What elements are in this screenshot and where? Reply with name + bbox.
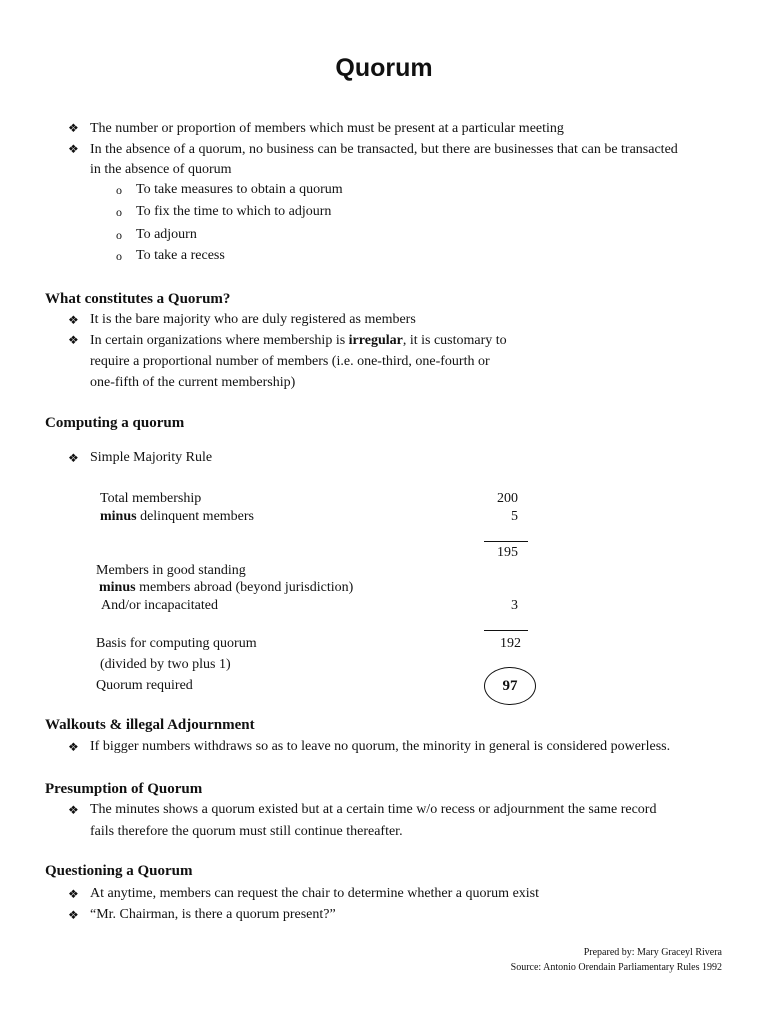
constitutes-line-2: [90, 334, 507, 348]
intro-sub-item-1: To take measures to obtain a quorum: [136, 182, 343, 197]
incapacitated-label: And/or incapacitated: [101, 598, 219, 613]
presumption-line-2: fails therefore the quorum must still continue thereafter.: [90, 824, 403, 839]
circle-bullet-icon: o: [116, 249, 122, 263]
rule-name: Simple Majority Rule: [90, 450, 213, 465]
circle-bullet-icon: o: [116, 228, 122, 242]
diamond-bullet-icon: ❖: [68, 313, 79, 327]
presumption-line-1: The minutes shows a quorum existed but at a certain time w/o recess or adjournment the same record: [90, 802, 657, 817]
subtotal-rule: [484, 541, 528, 542]
constitutes-line-2-bold: irregular: [348, 333, 403, 348]
abroad-line: [99, 581, 353, 595]
total-membership-value: 200: [497, 491, 518, 506]
diamond-bullet-icon: ❖: [68, 142, 79, 156]
divided-label: (divided by two plus 1): [100, 657, 231, 672]
constitutes-line-1: It is the bare majority who are duly registered as members: [90, 312, 416, 327]
basis-value: 192: [500, 636, 521, 651]
diamond-bullet-icon: ❖: [68, 333, 79, 347]
source-credit: Source: Antonio Orendain Parliamentary Rules 1992: [510, 962, 722, 973]
circle-bullet-icon: o: [116, 183, 122, 197]
constitutes-line-4: one-fifth of the current membership): [90, 375, 296, 390]
prepared-by: Prepared by: Mary Graceyl Rivera: [583, 947, 722, 958]
circle-bullet-icon: o: [116, 205, 122, 219]
intro-sub-item-2: To fix the time to which to adjourn: [136, 204, 332, 219]
page-title: Quorum: [335, 54, 433, 82]
section-heading-computing: Computing a quorum: [45, 415, 185, 431]
basis-label: Basis for computing quorum: [96, 636, 257, 651]
quorum-required-value: 97: [484, 667, 536, 705]
delinquent-value: 5: [511, 509, 518, 524]
constitutes-line-2-pre: In certain organizations where membership is: [90, 333, 349, 348]
questioning-line-1: At anytime, members can request the chair to determine whether a quorum exist: [90, 886, 540, 901]
questioning-line-2: “Mr. Chairman, is there a quorum present?”: [90, 907, 336, 922]
section-heading-questioning: Questioning a Quorum: [45, 863, 193, 879]
delinquent-label: delinquent members: [136, 509, 254, 524]
section-heading-constitutes: What constitutes a Quorum?: [45, 291, 231, 307]
diamond-bullet-icon: ❖: [68, 803, 79, 817]
abroad-label: members abroad (beyond jurisdiction): [135, 580, 354, 595]
constitutes-line-2-post: , it is customary to: [402, 333, 507, 348]
quorum-required-label: Quorum required: [96, 678, 193, 693]
diamond-bullet-icon: ❖: [68, 908, 79, 922]
total-membership-label: Total membership: [100, 491, 202, 506]
diamond-bullet-icon: ❖: [68, 451, 79, 465]
section-heading-presumption: Presumption of Quorum: [45, 781, 203, 797]
intro-bullet-2: In the absence of a quorum, no business can be transacted, but there are businesses that can be transacted: [90, 142, 678, 157]
diamond-bullet-icon: ❖: [68, 887, 79, 901]
intro-bullet-2-cont: in the absence of quorum: [90, 162, 232, 177]
good-standing-label: Members in good standing: [96, 563, 246, 578]
delinquent-line: [100, 510, 254, 524]
minus-word: minus: [99, 580, 136, 595]
basis-rule: [484, 630, 528, 631]
section-heading-walkouts: Walkouts & illegal Adjournment: [45, 717, 255, 733]
minus-word: minus: [100, 509, 137, 524]
diamond-bullet-icon: ❖: [68, 121, 79, 135]
good-standing-value: 195: [497, 545, 518, 560]
walkouts-line-1: If bigger numbers withdraws so as to leave no quorum, the minority in general is considered powerless.: [90, 739, 671, 754]
incapacitated-value: 3: [511, 598, 518, 613]
intro-bullet-1: The number or proportion of members which must be present at a particular meeting: [90, 121, 564, 136]
intro-sub-item-4: To take a recess: [136, 248, 225, 263]
intro-sub-item-3: To adjourn: [136, 227, 197, 242]
diamond-bullet-icon: ❖: [68, 740, 79, 754]
constitutes-line-3: require a proportional number of members (i.e. one-third, one-fourth or: [90, 354, 490, 369]
